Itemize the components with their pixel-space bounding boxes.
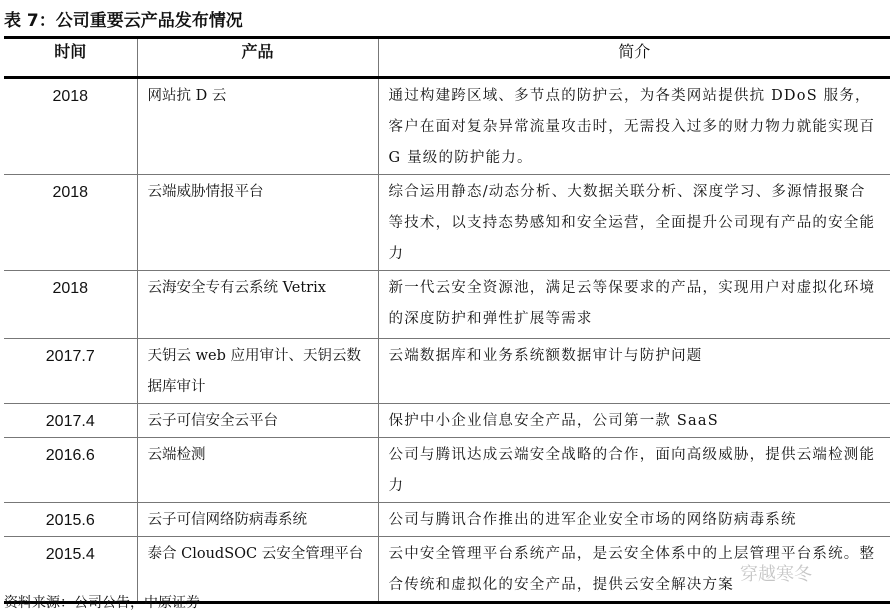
table-row	[4, 339, 890, 404]
cell-product: 云子可信网络防病毒系统	[137, 503, 378, 537]
cell-product: 云端威胁情报平台	[137, 175, 378, 271]
cell-product: 云端检测	[137, 438, 378, 503]
product-release-table	[4, 36, 890, 604]
table-header-row	[4, 38, 890, 78]
cell-desc: 公司与腾讯达成云端安全战略的合作，面向高级威胁，提供云端检测能力	[378, 438, 890, 503]
cell-product: 云海安全专有云系统 Vetrix	[137, 271, 378, 339]
table-row	[4, 271, 890, 339]
cell-product: 云子可信安全云平台	[137, 404, 378, 438]
cell-time: 2016.6	[45, 447, 95, 464]
cell-product: 网站抗 D 云	[137, 78, 378, 175]
table-row	[4, 404, 890, 438]
header-desc: 简介	[378, 38, 890, 78]
cell-desc: 保护中小企业信息安全产品，公司第一款 SaaS	[378, 404, 890, 438]
table-row	[4, 78, 890, 175]
watermark: 穿越寒冬	[740, 564, 812, 585]
cell-time: 2015.4	[45, 546, 95, 563]
header-time: 时间	[54, 42, 87, 61]
cell-time: 2018	[52, 280, 89, 297]
header-product: 产品	[137, 38, 378, 78]
table-row	[4, 438, 890, 503]
cell-desc: 通过构建跨区域、多节点的防护云，为各类网站提供抗 DDoS 服务，客户在面对复杂异常流量攻击时，无需投入过多的财力物力就能实现百 G 量级的防护能力。	[378, 78, 890, 175]
cell-time: 2017.4	[45, 413, 95, 430]
cell-desc: 新一代云安全资源池，满足云等保要求的产品，实现用户对虚拟化环境的深度防护和弹性扩展等需求	[378, 271, 890, 339]
cell-product: 泰合 CloudSOC 云安全管理平台	[137, 537, 378, 603]
cell-product: 天钥云 web 应用审计、天钥云数据库审计	[137, 339, 378, 404]
cell-time: 2018	[52, 88, 89, 105]
cell-time: 2018	[52, 184, 89, 201]
cell-desc: 公司与腾讯合作推出的进军企业安全市场的网络防病毒系统	[378, 503, 890, 537]
table-row	[4, 503, 890, 537]
table-title: 表 7：公司重要云产品发布情况	[4, 11, 243, 31]
cell-time: 2017.7	[45, 348, 95, 365]
table-row	[4, 175, 890, 271]
cell-desc: 云中安全管理平台系统产品，是云安全体系中的上层管理平台系统。整合传统和虚拟化的安全产品，提供云安全解决方案	[378, 537, 890, 603]
cell-desc: 云端数据库和业务系统额数据审计与防护问题	[378, 339, 890, 404]
cell-time: 2015.6	[45, 512, 95, 529]
source-note: 资料来源：公司公告，中原证券	[4, 595, 200, 611]
cell-desc: 综合运用静态/动态分析、大数据关联分析、深度学习、多源情报聚合等技术，以支持态势感知和安全运营，全面提升公司现有产品的安全能力	[378, 175, 890, 271]
